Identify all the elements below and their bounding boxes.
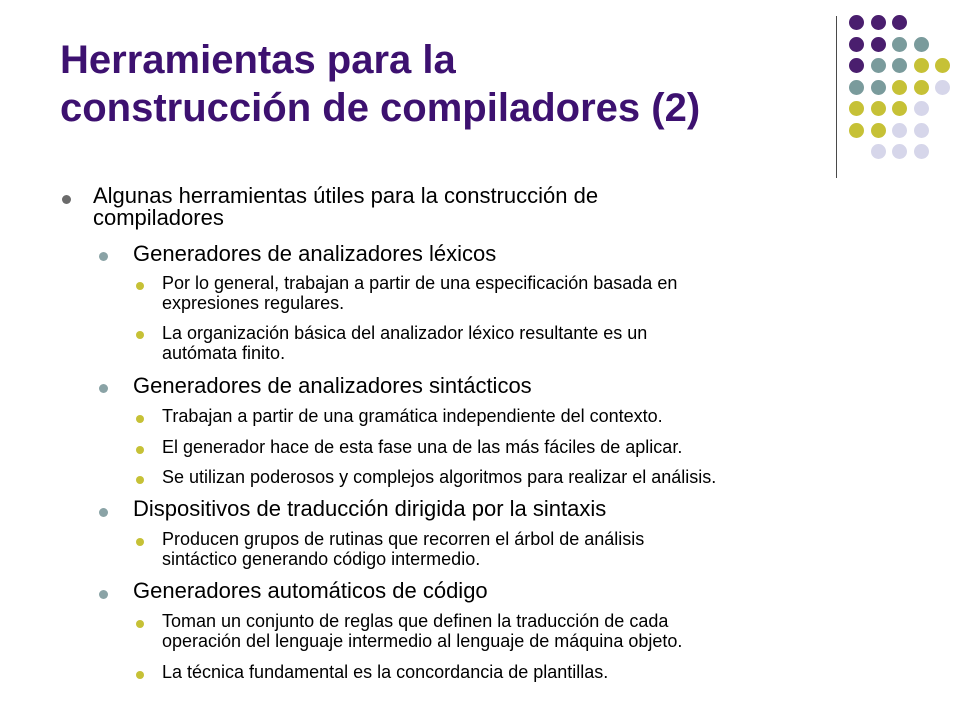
bullet-marker [136,476,144,484]
bullet-text-line: autómata finito. [162,343,286,363]
bullet-item-level-2 [133,374,532,398]
decorative-dot [892,58,907,73]
bullet-item-level-3 [162,406,663,426]
bullet-text-line: Trabajan a partir de una gramática independiente del contexto. [162,406,663,426]
decorative-dot [871,80,886,95]
bullet-marker [99,384,108,393]
bullet-text-line: Toman un conjunto de reglas que definen la traducción de cada [162,611,669,631]
decorative-dot [935,80,950,95]
bullet-item-level-3 [162,273,677,313]
bullet-text-line: operación del lenguaje intermedio al lenguaje de máquina objeto. [162,631,683,651]
bullet-text-line: Por lo general, trabajan a partir de una especificación basada en [162,273,678,293]
decorative-dot [892,15,907,30]
bullet-text-line: Generadores de analizadores sintácticos [133,373,532,398]
bullet-item-level-3 [162,437,682,457]
bullet-item-level-2 [133,579,488,603]
bullet-item-level-2 [133,242,496,266]
bullet-marker [99,590,108,599]
bullet-marker [136,415,144,423]
decorative-dot [892,101,907,116]
bullet-text-line: La técnica fundamental es la concordancia de plantillas. [162,662,609,682]
bullet-text-line: Generadores de analizadores léxicos [133,241,497,266]
decorative-dot [849,37,864,52]
bullet-text-line: Se utilizan poderosos y complejos algoritmos para realizar el análisis. [162,467,717,487]
slide-title-line: Herramientas para la [60,38,456,82]
bullet-marker [99,508,108,517]
bullet-text-line: compiladores [93,205,224,230]
bullet-marker [136,331,144,339]
decorative-dot [871,144,886,159]
decorative-dot [871,15,886,30]
decorative-dot [849,101,864,116]
decorative-dot [871,37,886,52]
bullet-marker [136,671,144,679]
decorative-dot [849,123,864,138]
bullet-text-line: Generadores automáticos de código [133,578,488,603]
bullet-text-line: Algunas herramientas útiles para la construcción de [93,183,599,208]
decorative-dot [892,123,907,138]
decorative-dot [914,58,929,73]
decorative-dot [871,123,886,138]
slide-title-line: construcción de compiladores (2) [60,86,701,130]
bullet-item-level-3 [162,662,608,682]
decorative-dot [914,80,929,95]
bullet-marker [136,282,144,290]
decorative-dot [871,58,886,73]
bullet-text-line: Dispositivos de traducción dirigida por la sintaxis [133,496,607,521]
decorative-dot [914,101,929,116]
bullet-marker [136,538,144,546]
bullet-marker [62,195,71,204]
bullet-item-level-1 [93,185,598,229]
bullet-item-level-3 [162,323,647,363]
decorative-dot [914,144,929,159]
slide-title [60,36,820,132]
bullet-marker [136,620,144,628]
decorative-dot [935,58,950,73]
decorative-dot [849,15,864,30]
decorative-dot [849,80,864,95]
decorative-dot [892,37,907,52]
decorative-dot [849,58,864,73]
decorative-dot [892,80,907,95]
bullet-item-level-3 [162,467,716,487]
bullet-text-line: La organización básica del analizador léxico resultante es un [162,323,648,343]
decorative-dot [871,101,886,116]
bullet-marker [99,252,108,261]
bullet-marker [136,446,144,454]
bullet-item-level-3 [162,611,682,651]
bullet-item-level-3 [162,529,644,569]
title-divider-line [836,16,837,178]
bullet-item-level-2 [133,497,606,521]
bullet-text-line: sintáctico generando código intermedio. [162,549,481,569]
bullet-text-line: El generador hace de esta fase una de las más fáciles de aplicar. [162,437,683,457]
decorative-dot [914,123,929,138]
decorative-dot [892,144,907,159]
bullet-text-line: expresiones regulares. [162,293,345,313]
decorative-dot [914,37,929,52]
bullet-text-line: Producen grupos de rutinas que recorren el árbol de análisis [162,529,645,549]
